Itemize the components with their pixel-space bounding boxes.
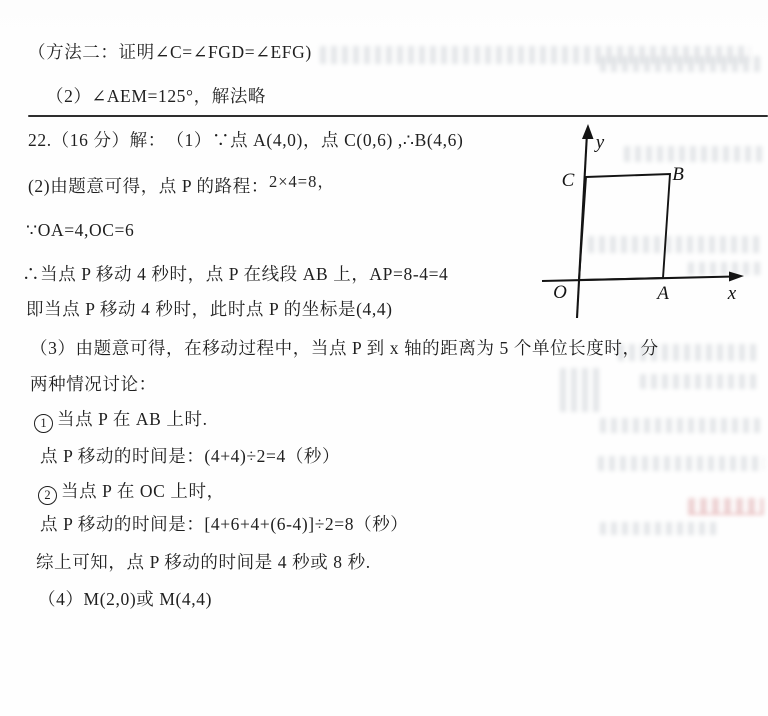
case1-text: 当点 P 在 AB 上时. bbox=[57, 409, 208, 429]
case2-text: 当点 P 在 OC 上时， bbox=[61, 481, 225, 501]
case1-calc: 点 P 移动的时间是：(4+4)÷2=4（秒） bbox=[40, 446, 341, 466]
label-c: C bbox=[561, 170, 575, 191]
x-axis-arrow-icon bbox=[729, 272, 744, 282]
bleed-through-smudge bbox=[600, 56, 760, 72]
given-line: ∵OA=4,OC=6 bbox=[26, 220, 135, 240]
q22-intro: 22.（16 分）解： （1）∵点 A(4,0)，点 C(0,6) ,∴B(4,6) bbox=[28, 130, 464, 150]
case1-line bbox=[34, 407, 208, 431]
bleed-through-smudge bbox=[600, 522, 718, 535]
conclusion-line: 综上可知，点 P 移动的时间是 4 秒或 8 秒. bbox=[36, 552, 371, 572]
circled-1-icon: 1 bbox=[34, 414, 53, 433]
label-b: B bbox=[672, 164, 684, 185]
label-a: A bbox=[657, 283, 669, 304]
bleed-through-smudge bbox=[688, 498, 764, 515]
part2-answer: （2）∠AEM=125°，解法略 bbox=[46, 86, 267, 106]
bleed-through-smudge bbox=[640, 374, 758, 389]
rectangle-oabc bbox=[579, 174, 670, 280]
step3-line2: 两种情况讨论： bbox=[30, 374, 157, 394]
case2-calc: 点 P 移动的时间是：[4+6+4+(6-4)]÷2=8（秒） bbox=[40, 514, 409, 534]
step4-line: （4）M(2,0)或 M(4,4) bbox=[38, 589, 213, 609]
step3-line1: （3）由题意可得，在移动过程中，当点 P 到 x 轴的距离为 5 个单位长度时，分 bbox=[30, 338, 659, 358]
bleed-through-smudge bbox=[600, 418, 760, 433]
step2-line bbox=[28, 174, 335, 199]
bleed-through-smudge bbox=[560, 368, 604, 412]
y-axis-arrow-icon bbox=[582, 124, 594, 139]
bleed-through-smudge bbox=[598, 456, 764, 471]
deduce1-line: ∴当点 P 移动 4 秒时，点 P 在线段 AB 上，AP=8-4=4 bbox=[22, 264, 449, 284]
step2-prefix: (2)由题意可得，点 P 的路程： bbox=[28, 176, 269, 196]
coordinate-diagram bbox=[478, 120, 768, 330]
step2-math: 2×4=8， bbox=[268, 172, 335, 191]
case2-line bbox=[38, 479, 225, 503]
circled-2-icon: 2 bbox=[38, 486, 57, 505]
label-y: y bbox=[595, 132, 605, 153]
label-x: x bbox=[727, 283, 737, 304]
label-o: O bbox=[553, 282, 567, 303]
method2-note: （方法二：证明∠C=∠FGD=∠EFG) bbox=[28, 42, 312, 62]
section-divider bbox=[28, 115, 768, 117]
deduce2-line: 即当点 P 移动 4 秒时，此时点 P 的坐标是(4,4) bbox=[26, 299, 393, 319]
